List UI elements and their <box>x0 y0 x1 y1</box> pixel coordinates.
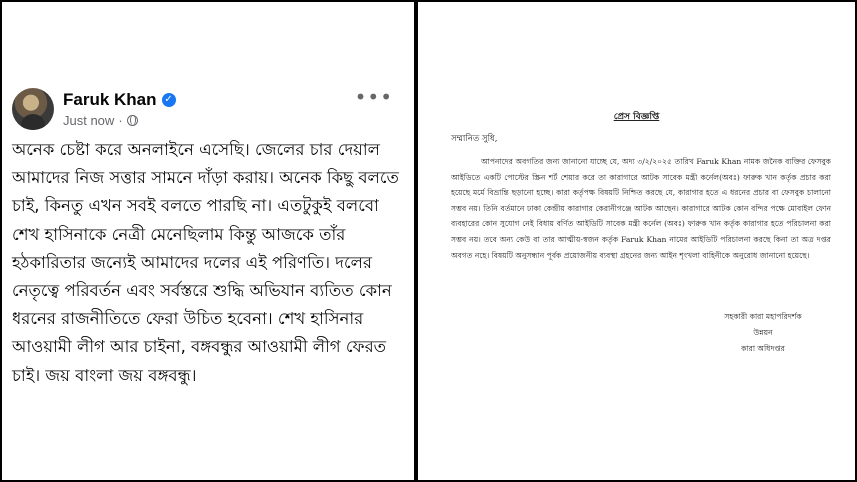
more-options-icon[interactable]: ••• <box>354 85 393 109</box>
signature-line: উন্নয়ন <box>753 328 773 337</box>
press-release-signature <box>698 309 828 357</box>
signature-line: সহকারী কারা মহাপরিদর্শক <box>724 312 802 321</box>
post-body-text: অনেক চেষ্টা করে অনলাইনে এসেছি। জেলের চার দেয়াল আমাদের নিজ সত্তার সামনে দাঁড়া করায়। অনেক কিছু বলতে চাই, কিনতু এখন সবই বলতে পারছি না। এতটুকুই বলবো শেখ হাসিনাকে নেত্রী মেনেছিলাম কিন্তু আজকে তাঁর হঠকারিতার জন্যেই আমাদের দলের এই পরিণতি। দলের নেতৃত্বে পরিবর্তন এবং সর্বস্তরে শুদ্ধি অভিযান ব্যতিত কোন ধরনের রাজনীতিতে ফেরা উচিত হবেনা। শেখ হাসিনার আওয়ামী লীগ আর চাইনা, বঙ্গবন্ধুর আওয়ামী লীগ ফেরত চাই। জয় বাংলা জয় বঙ্গবন্ধু। <box>12 140 399 385</box>
meta-separator: · <box>118 113 123 128</box>
press-release-body: আপনাদের অবগতির জন্য জানানো যাচ্ছে যে, অদ্য ৩/২/২০২৫ তারিখ Faruk Khan নামক জনৈক ব্যক্তির ফেসবুক আইডিতে একটি পোস্টের স্ক্রিন শর্ট শেয়ার করে তা কারাগারে আটক সাবেক মন্ত্রী কর্নেল(অবঃ) ফারুক খান কর্তৃক প্রচার করা হয়েছে মর্মে বিভ্রান্তি ছড়ানো হচ্ছে। কারা কর্তৃপক্ষ বিষয়টি নিশ্চিত করছে যে, কারাগার হতে এ ধরনের প্রচার বা ফেসবুক চালানো সম্ভব নয়। তিনি বর্তমানে ঢাকা কেন্দ্রীয় কারাগার কেরানীগঞ্জে আটক আছেন। কারাগারে আটক কোন বন্দির পক্ষে মোবাইল ফোন ব্যবহারের কোন সুযোগ নেই বিধায় বর্ণিত আইডিটি সাবেক মন্ত্রী কর্নেল (অবঃ) ফারুক খান কর্তৃক কারাগার হতে পরিচালনা করা সম্ভব নয়। তবে অন্য কেউ বা তার আত্মীয়-স্বজন কর্তৃক Faruk Khan নামের আইডিটি পরিচালনা করছে কিনা তা অত্র দপ্তর অবগত নহে। বিষয়টি অনুসন্ধান পূর্বক প্রয়োজনীয় ব্যবস্থা গ্রহনের জন্য আইন শৃংখলা বাহিনীকে অনুরোধ জানানো হয়েছে। <box>451 157 831 260</box>
verified-badge-icon: ✓ <box>162 93 176 107</box>
globe-icon <box>127 115 138 126</box>
author-row <box>63 90 176 110</box>
post-time[interactable]: Just now <box>63 113 115 128</box>
signature-line: কারা অধিদপ্তর <box>741 344 785 353</box>
press-release-panel <box>418 2 855 480</box>
post-header <box>12 85 407 136</box>
press-release-greeting: সম্মানিত সুধি, <box>451 134 498 144</box>
avatar[interactable] <box>12 88 54 130</box>
post-meta <box>63 113 138 128</box>
press-release-title: প্রেস বিজ্ঞপ্তি <box>613 112 660 122</box>
facebook-post-panel <box>2 2 414 480</box>
author-name[interactable]: Faruk Khan <box>63 90 157 109</box>
